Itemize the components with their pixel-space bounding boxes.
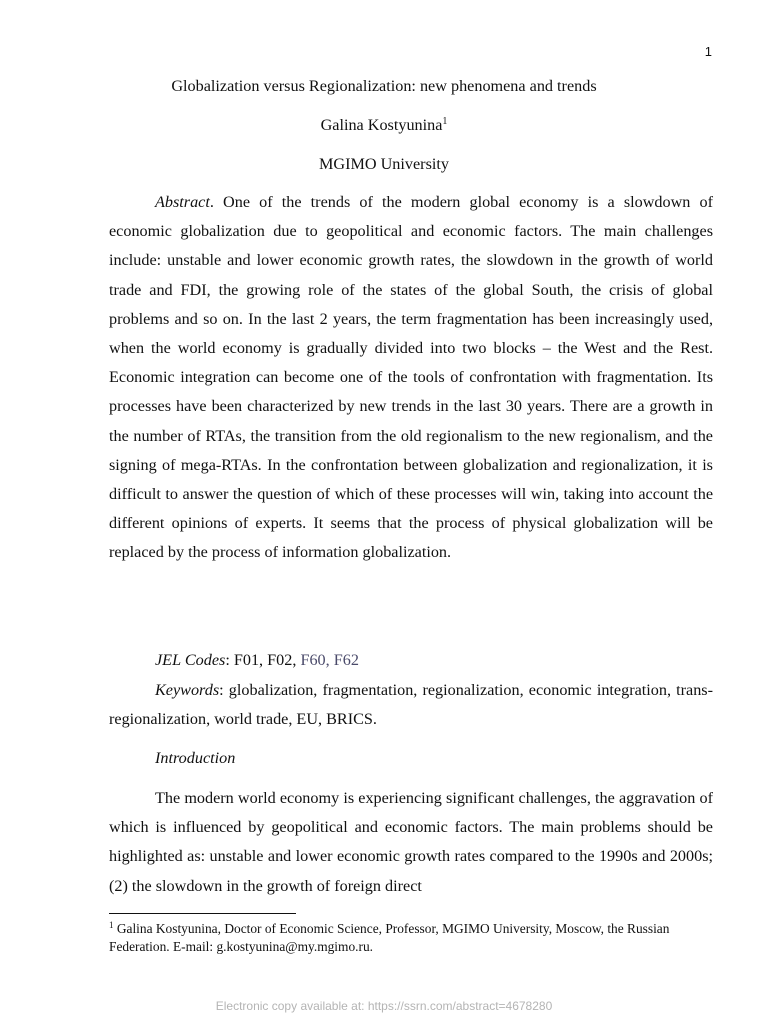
author-name: Galina Kostyunina [320,116,443,134]
jel-separator: : [225,651,234,669]
keywords-text: : globalization, fragmentation, regionalization, economic integration, trans-regionalization, world trade, EU, BRICS. [109,681,713,729]
jel-codes-primary: F01, F02, [233,651,301,669]
author-footnote-mark: 1 [442,116,448,127]
footnote-divider [109,913,296,914]
abstract-label: Abstract [155,193,210,211]
footnote-mark: 1 [109,920,114,930]
introduction-paragraph: The modern world economy is experiencing significant challenges, the aggravation of which is influenced by geopolitical and economic factors. The main problems should be highlighted as: unstable and lower economic growth rates compared to the 1990s and 2000s; (2) the slowdown in the growth of foreign direct [109,789,713,895]
keywords-paragraph [109,676,713,734]
ssrn-notice: Electronic copy available at: https://ssrn.com/abstract=4678280 [215,999,553,1013]
abstract-text: . One of the trends of the modern global economy is a slowdown of economic globalization due to geopolitical and economic factors. The main challenges include: unstable and lower economic growth rates, the slowdown in the growth of world trade and FDI, the growing role of the states of the global South, the crisis of global problems and so on. In the last 2 years, the term fragmentation has been increasingly used, when the world economy is gradually divided into two blocks – the West and the Rest. Economic integration can become one of the tools of confrontation with fragmentation. Its processes have been characterized by new trends in the last 30 years. There are a growth in the number of RTAs, the transition from the old regionalism to the new regionalism, and the signing of mega-RTAs. In the confrontation between globalization and regionalization, it is difficult to answer the question of which of these processes will win, taking into account the different opinions of experts. It seems that the process of physical globalization will be replaced by the process of information globalization. [109,193,713,562]
affiliation: MGIMO University [319,155,449,173]
jel-codes-line [109,646,713,675]
page-number: 1 [704,44,712,59]
jel-label: JEL Codes [155,651,226,669]
abstract-paragraph [109,188,713,568]
paper-title: Globalization versus Regionalization: new phenomena and trends [171,77,597,95]
author-line [0,115,768,135]
introduction-heading [109,744,713,773]
jel-codes-secondary: F60, F62 [300,651,359,669]
footnote-text: Galina Kostyunina, Doctor of Economic Science, Professor, MGIMO University, Moscow, the Russian Federation. E-mail: g.kostyunina@my.mgimo.ru. [109,921,670,954]
introduction-heading-text: Introduction [155,749,236,767]
footnote [109,920,713,956]
keywords-label: Keywords [155,681,220,699]
